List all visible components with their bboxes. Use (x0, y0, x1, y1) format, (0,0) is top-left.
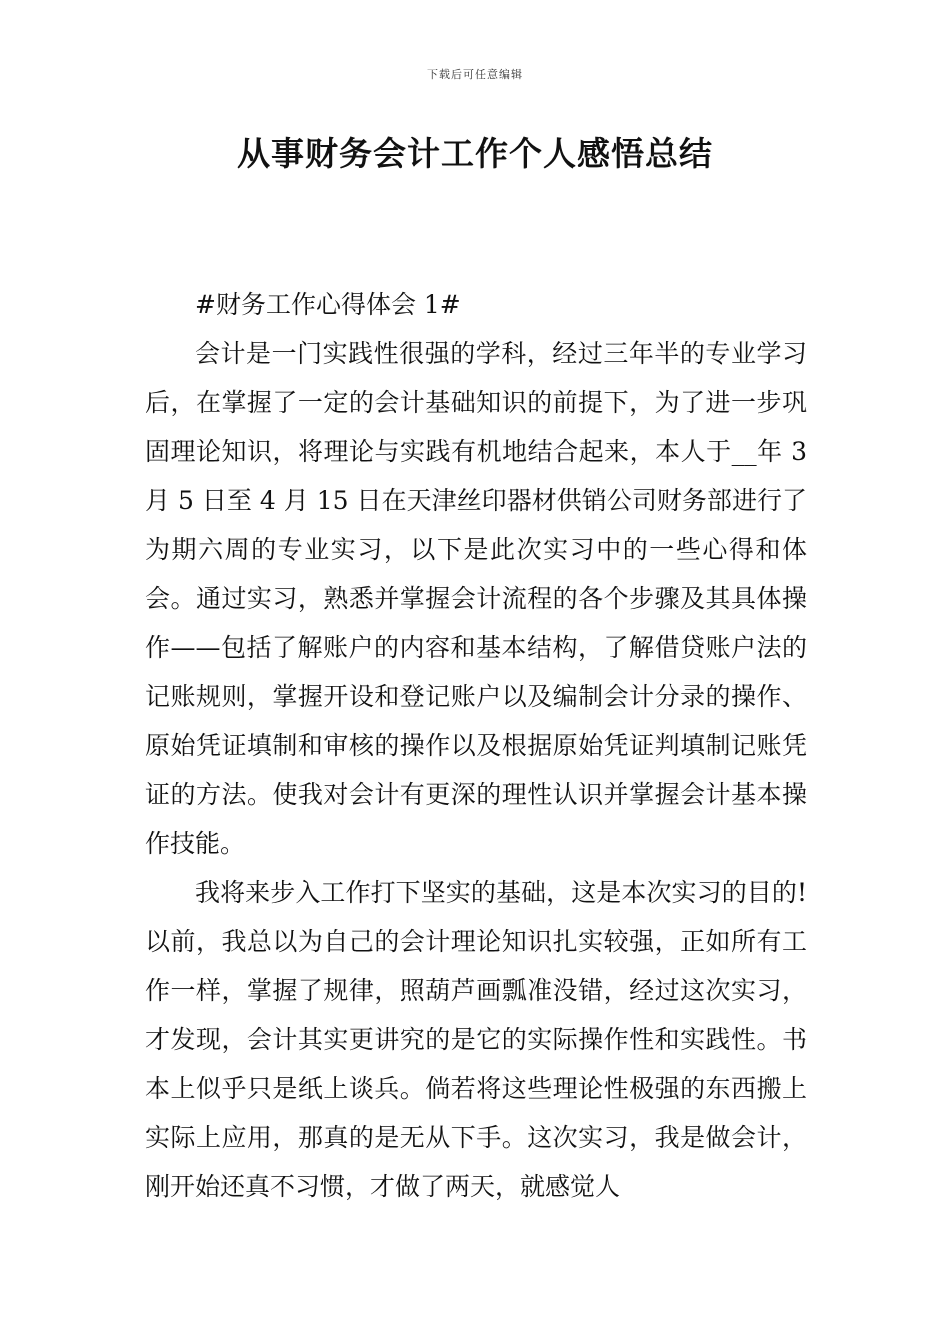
document-body (145, 280, 807, 1211)
section-heading: #财务工作心得体会 1# (195, 290, 461, 319)
paragraph-1: 会计是一门实践性很强的学科，经过三年半的专业学习后，在掌握了一定的会计基础知识的前提下，为了进一步巩固理论知识，将理论与实践有机地结合起来，本人于__年 3 月 5 日至 4 月 15 日在天津丝印器材供销公司财务部进行了为期六周的专业实习，以下是此次实习中的一些心得和体会。通过实习，熟悉并掌握会计流程的各个步骤及其具体操作——包括了解账户的内容和基本结构，了解借贷账户法的记账规则，掌握开设和登记账户以及编制会计分录的操作、原始凭证填制和审核的操作以及根据原始凭证判填制记账凭证的方法。使我对会计有更深的理性认识并掌握会计基本操作技能。 (145, 339, 807, 858)
paragraph-2: 我将来步入工作打下坚实的基础，这是本次实习的目的!以前，我总以为自己的会计理论知识扎实较强，正如所有工作一样，掌握了规律，照葫芦画瓢准没错，经过这次实习，才发现，会计其实更讲究的是它的实际操作性和实践性。书本上似乎只是纸上谈兵。倘若将这些理论性极强的东西搬上实际上应用，那真的是无从下手。这次实习，我是做会计，刚开始还真不习惯，才做了两天，就感觉人 (145, 878, 807, 1201)
document-title: 从事财务会计工作个人感悟总结 (237, 134, 713, 173)
header-note: 下载后可任意编辑 (427, 68, 523, 81)
